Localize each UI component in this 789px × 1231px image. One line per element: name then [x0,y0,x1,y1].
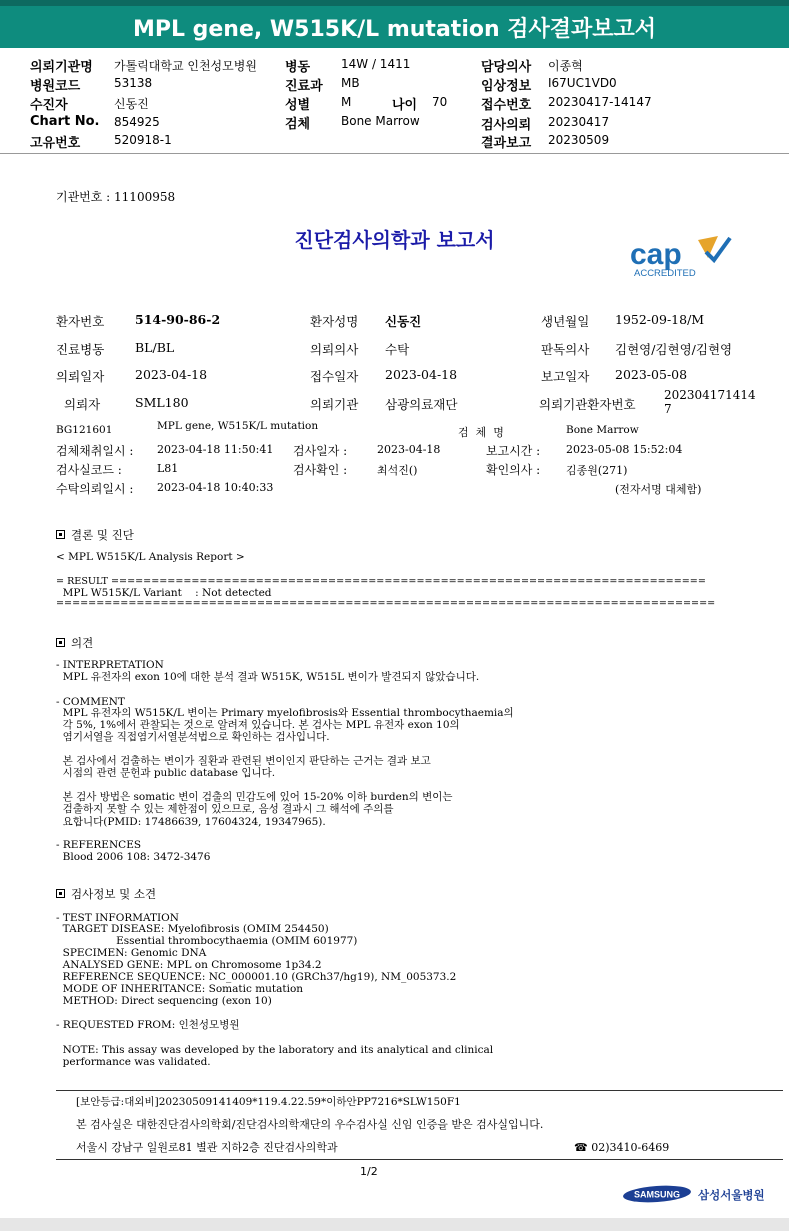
cap-logo-text: cap [630,238,682,271]
value-confirm-doctor: 김종원(271) [566,464,628,477]
test-code: BG121601 [56,424,113,436]
value-birthdate: 1952-09-18/M [615,312,705,327]
test-information-line: ANALYSED GENE: MPL on Chromosome 1p34.2 [56,959,322,971]
value-report-time: 2023-05-08 15:52:04 [566,443,683,456]
test-information-line: Essential thrombocythaemia (OMIM 601977) [56,935,358,947]
section-opinion-title: 의견 [71,636,94,650]
value-requesting-org: 삼광의료재단 [385,397,458,412]
value-specimen: Bone Marrow [341,114,420,128]
label-doctor: 담당의사 [481,60,532,75]
report-title: 진단검사의학과 보고서 [294,228,495,252]
value-sex: M [341,95,352,109]
label-report-date: 보고일자 [541,369,590,384]
comment-head: - COMMENT [56,696,125,708]
security-level: [보안등급:대외비]20230509141409*119.4.22.59*이하안PP7216*SLW150F1 [76,1096,461,1108]
test-information-line: MODE OF INHERITANCE: Somatic mutation [56,983,304,995]
label-department: 진료과 [285,79,323,94]
comment-line: 본 검사에서 검출하는 변이가 질환과 관련된 변이인지 판단하는 근거는 결과 보고 [56,755,431,767]
value-unique-no: 520918-1 [114,133,172,147]
label-specimen-name: 검 체 명 [458,426,504,439]
label-report-time: 보고시간 : [486,444,541,458]
section-test-info [56,886,156,902]
label-patient: 수진자 [30,98,68,113]
test-information-line: TARGET DISEASE: Myelofibrosis (OMIM 254450) [56,923,329,935]
label-specimen: 검체 [285,117,311,132]
label-lab-code: 검사실코드 : [56,463,122,477]
label-reading-doctor: 판독의사 [541,342,590,357]
value-consign-time: 2023-04-18 10:40:33 [157,481,274,494]
analysis-title: < MPL W515K/L Analysis Report > [56,551,245,563]
value-test-date: 2023-04-18 [377,443,441,456]
label-collection-time: 검체채취일시 : [56,444,134,458]
footer-divider [56,1090,783,1091]
comment-line: MPL 유전자의 W515K/L 변이는 Primary myelofibrosis와 Essential thrombocythaemia의 [56,707,514,719]
test-name: MPL gene, W515K/L mutation [157,420,319,432]
label-test-request: 검사의뢰 [481,118,532,133]
label-requester: 의뢰자 [64,397,101,412]
label-result-report: 결과보고 [481,136,532,151]
value-specimen-name: Bone Marrow [566,424,639,436]
comment-line: 요합니다(PMID: 17486639, 17604324, 19347965). [56,816,326,828]
result-variant: MPL W515K/L Variant : Not detected [56,587,272,599]
value-reading-doctor: 김현영/김현영/김현영 [615,342,733,357]
value-age: 70 [432,95,448,109]
value-receipt-no: 20230417-14147 [548,95,652,109]
report-header-title: MPL gene, W515K/L mutation 검사결과보고서 [132,17,657,42]
label-consign-time: 수탁의뢰일시 : [56,482,134,496]
note-line: performance was validated. [56,1056,211,1068]
samsung-logo [622,1185,692,1203]
hospital-name: 삼성서울병원 [698,1188,765,1202]
label-clinical-info: 임상정보 [481,79,532,94]
label-patient-no: 환자번호 [56,314,105,329]
value-report-date: 2023-05-08 [615,367,688,382]
value-lab-code: L81 [157,462,179,475]
footer-divider-bottom [56,1159,783,1160]
lab-phone: ☎ 02)3410-6469 [574,1141,670,1154]
value-test-confirm: 최석진() [377,464,418,477]
label-ward: 병동 [285,60,311,75]
label-sex: 성별 [285,98,311,113]
value-clinical-info: I67UC1VD0 [548,76,617,90]
value-patient: 신동진 [114,97,149,111]
comment-line: 각 5%, 1%에서 관찰되는 것으로 알려져 있습니다. 본 검사는 MPL 유전자 exon 10의 [56,719,460,731]
label-ward-unit: 진료병동 [56,342,105,357]
value-org-patient-no-cont: 7 [664,402,672,416]
value-patient-name: 신동진 [385,314,422,329]
label-test-date: 검사일자 : [293,444,348,458]
label-receipt-no: 접수번호 [481,98,532,113]
label-requesting-org: 의뢰기관 [310,397,359,412]
value-doctor: 이종혁 [548,59,583,73]
test-information-line: METHOD: Direct sequencing (exon 10) [56,995,272,1007]
value-ward-unit: BL/BL [135,340,175,355]
comment-line: 검출하지 못할 수 있는 제한점이 있으므로, 음성 결과시 그 해석에 주의를 [56,803,394,815]
value-department: MB [341,76,360,90]
label-hospital-code: 병원코드 [30,79,81,94]
label-patient-name: 환자성명 [310,314,359,329]
section-opinion [56,635,93,651]
label-org-patient-no: 의뢰기관환자번호 [539,397,636,412]
value-org-patient-no: 202304171414 [664,388,756,402]
section-square-icon [56,638,65,647]
comment-line: 염기서열을 직접염기서열분석법으로 확인하는 검사입니다. [56,731,330,743]
label-confirm-doctor: 확인의사 : [486,463,541,477]
e-signature-note: (전자서명 대체함) [615,483,702,496]
institution-no: 기관번호 : 11100958 [56,190,176,204]
note-line: NOTE: This assay was developed by the laboratory and its analytical and clinical [56,1044,494,1056]
lab-address: 서울시 강남구 일원로81 별관 지하2층 진단검사의학과 [76,1141,338,1154]
section-square-icon [56,530,65,539]
section-test-info-title: 검사정보 및 소견 [71,887,157,901]
section-conclusion [56,527,134,543]
test-information-line: REFERENCE SEQUENCE: NC_000001.10 (GRCh37/hg19), NM_005373.2 [56,971,457,983]
divider [0,153,789,154]
label-request-date: 의뢰일자 [56,369,105,384]
value-requester: SML180 [135,395,189,410]
section-conclusion-title: 결론 및 진단 [71,528,134,542]
test-information-line: SPECIMEN: Genomic DNA [56,947,207,959]
page-number: 1/2 [360,1165,378,1178]
samsung-logo-text: SAMSUNG [633,1189,681,1200]
certification-note: 본 검사실은 대한진단검사의학회/진단검사의학재단의 우수검사실 신임 인증을 받은 검사실입니다. [76,1118,544,1131]
test-information-head: - TEST INFORMATION [56,912,179,924]
references-head: - REFERENCES [56,839,142,851]
result-line-top: = RESULT ========================================================================== [56,576,706,587]
comment-line: 본 검사 방법은 somatic 변이 검출의 민감도에 있어 15-20% 이하 burden의 변이는 [56,791,453,803]
value-receipt-date: 2023-04-18 [385,367,458,382]
requested-from: - REQUESTED FROM: 인천성모병원 [56,1019,240,1031]
label-age: 나이 [392,98,418,113]
value-result-report: 20230509 [548,133,610,147]
label-referring-doctor: 의뢰의사 [310,342,359,357]
value-patient-no: 514-90-86-2 [135,312,221,327]
cap-accredited-logo [626,230,736,280]
value-hospital-code: 53138 [114,76,153,90]
label-hospital: 의뢰기관명 [30,60,93,75]
value-ward: 14W / 1411 [341,57,411,71]
interpretation-text: MPL 유전자의 exon 10에 대한 분석 결과 W515K, W515L 변이가 발견되지 않았습니다. [56,671,480,683]
comment-line: 시점의 관련 문헌과 public database 입니다. [56,767,276,779]
label-birthdate: 생년월일 [541,314,590,329]
label-receipt-date: 접수일자 [310,369,359,384]
reference-item: Blood 2006 108: 3472-3476 [56,851,211,863]
value-request-date: 2023-04-18 [135,367,208,382]
value-referring-doctor: 수탁 [385,342,410,357]
value-collection-time: 2023-04-18 11:50:41 [157,443,274,456]
value-hospital: 가톨릭대학교 인천성모병원 [114,59,257,73]
cap-logo-sub: ACCREDITED [634,268,696,279]
value-test-request: 20230417 [548,115,610,129]
value-chart-no: 854925 [114,115,160,129]
page-bottom-band [0,1218,789,1231]
label-chart-no: Chart No. [30,114,100,129]
result-line-bottom: ================================================================================== [56,598,716,609]
interpretation-head: - INTERPRETATION [56,659,164,671]
label-test-confirm: 검사확인 : [293,463,348,477]
section-square-icon [56,889,65,898]
label-unique-no: 고유번호 [30,136,81,151]
